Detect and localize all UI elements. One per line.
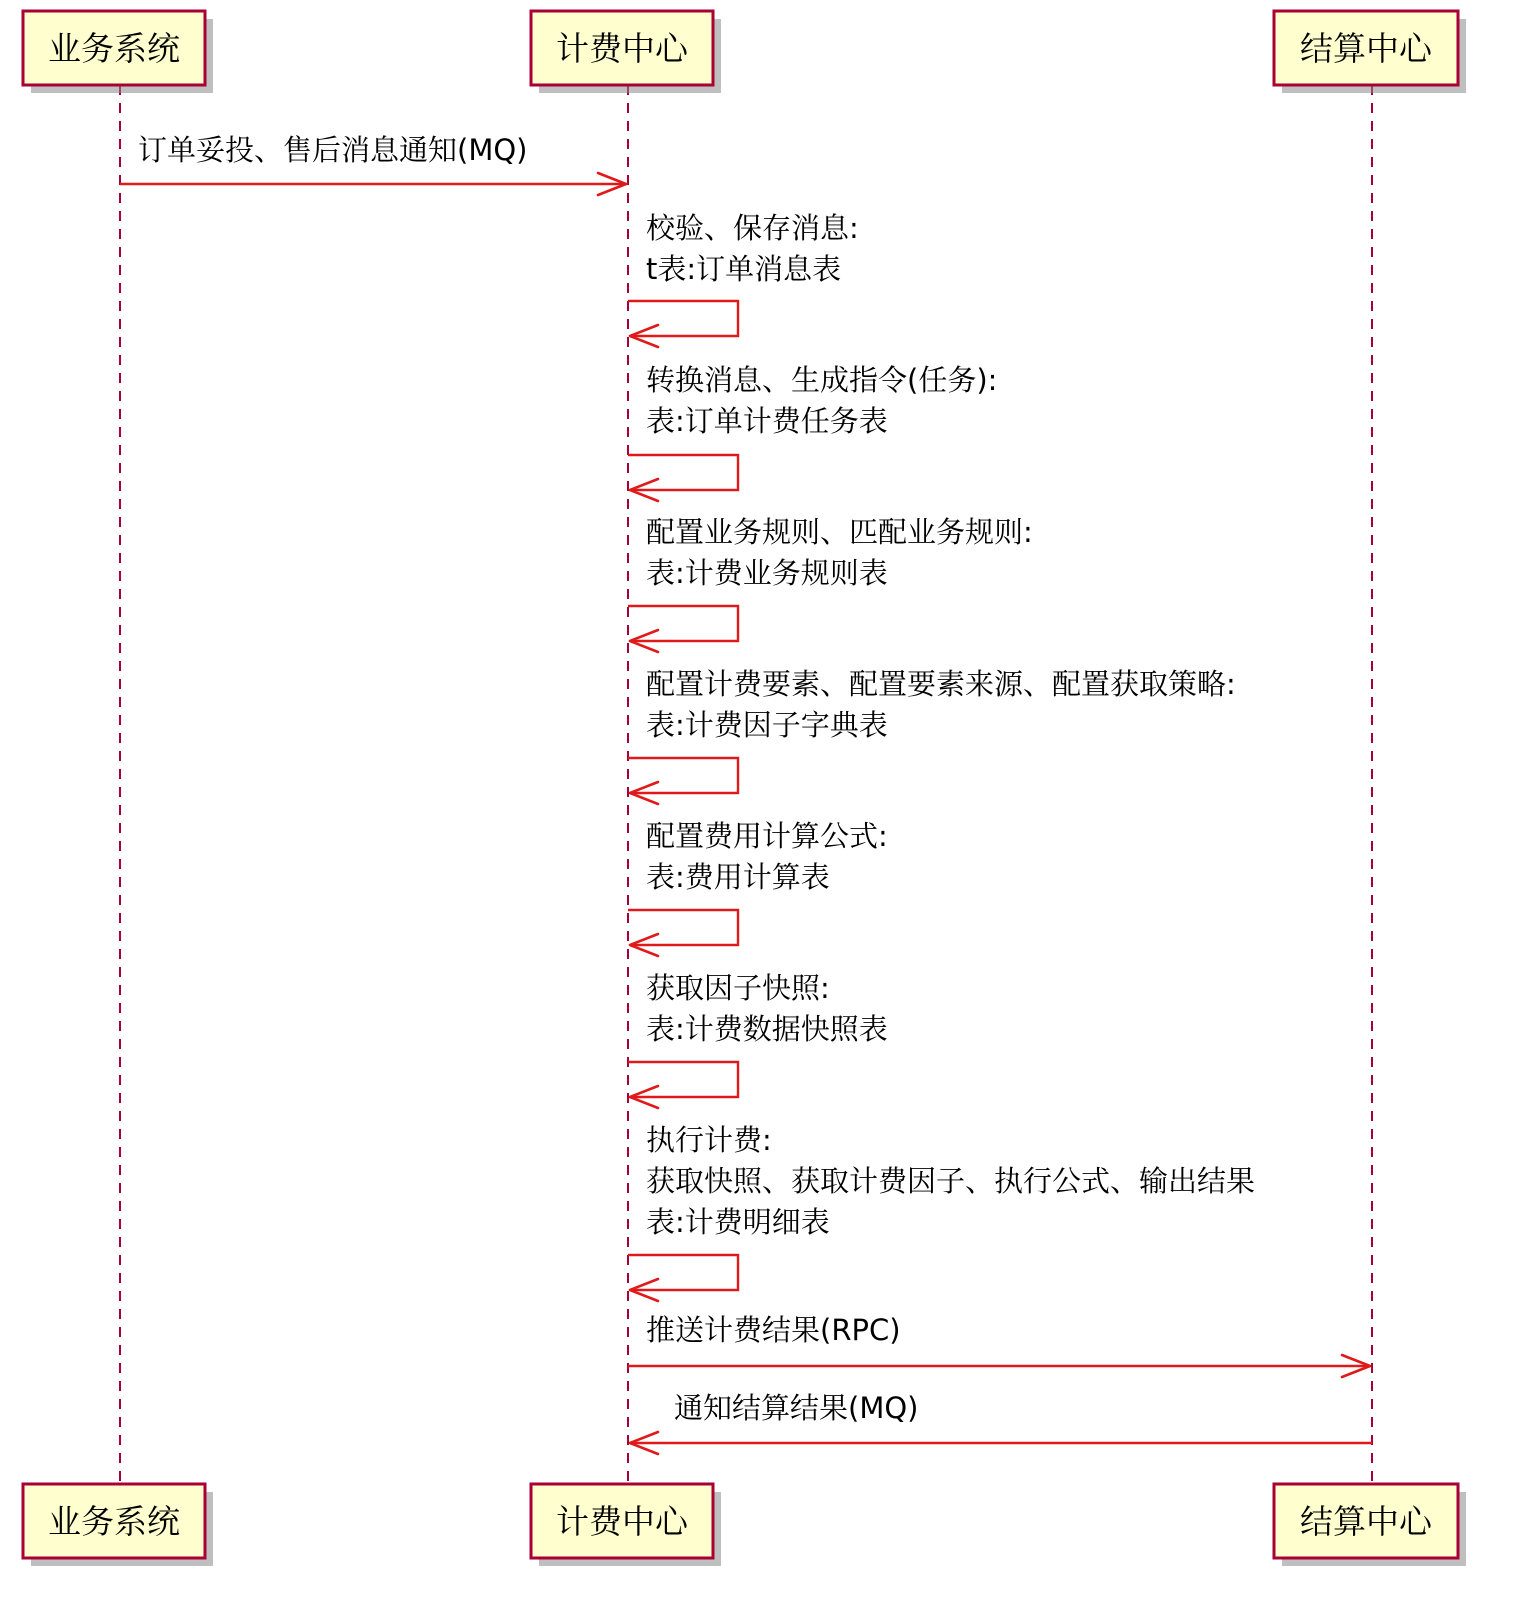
participant-label: 业务系统	[48, 1502, 180, 1541]
message-3	[628, 515, 1033, 652]
message-label: 表:计费明细表	[646, 1205, 830, 1239]
message-label: 通知结算结果(MQ)	[674, 1391, 919, 1425]
message-label: t表:订单消息表	[646, 252, 842, 286]
participant-label: 计费中心	[556, 29, 688, 68]
participant-label: 计费中心	[556, 1502, 688, 1541]
message-label: 获取快照、获取计费因子、执行公式、输出结果	[646, 1164, 1256, 1198]
participants-top	[23, 11, 1466, 93]
message-9	[630, 1391, 1372, 1454]
message-2	[628, 363, 997, 501]
participant-settle-bottom	[1274, 1484, 1466, 1566]
message-label: 配置费用计算公式:	[646, 819, 888, 853]
message-label: 推送计费结果(RPC)	[646, 1313, 901, 1347]
message-label: 校验、保存消息:	[646, 211, 859, 245]
message-label: 配置业务规则、匹配业务规则:	[646, 515, 1033, 549]
participant-biz-top	[23, 11, 213, 93]
participant-billing-bottom	[531, 1484, 721, 1566]
message-6	[628, 971, 888, 1108]
message-0	[120, 133, 626, 195]
message-label: 配置计费要素、配置要素来源、配置获取策略:	[646, 667, 1236, 701]
message-label: 表:费用计算表	[646, 860, 830, 894]
message-5	[628, 819, 888, 956]
message-label: 获取因子快照:	[646, 971, 830, 1005]
message-label: 订单妥投、售后消息通知(MQ)	[138, 133, 528, 167]
message-4	[628, 667, 1236, 804]
participant-billing-top	[531, 11, 721, 93]
message-label: 表:订单计费任务表	[646, 404, 888, 438]
participant-settle-top	[1274, 11, 1466, 93]
messages	[120, 133, 1372, 1454]
participant-label: 结算中心	[1300, 1502, 1432, 1541]
lifelines	[120, 85, 1372, 1484]
participant-label: 结算中心	[1300, 29, 1432, 68]
message-label: 转换消息、生成指令(任务):	[646, 363, 998, 397]
message-label: 表:计费业务规则表	[646, 556, 888, 590]
message-8	[628, 1313, 1370, 1377]
message-label: 执行计费:	[646, 1123, 772, 1157]
participant-biz-bottom	[23, 1484, 213, 1566]
message-1	[628, 211, 859, 347]
participant-label: 业务系统	[48, 29, 180, 68]
participants-bottom	[23, 1484, 1466, 1566]
message-7	[628, 1123, 1255, 1301]
message-label: 表:计费数据快照表	[646, 1012, 888, 1046]
message-label: 表:计费因子字典表	[646, 708, 888, 742]
